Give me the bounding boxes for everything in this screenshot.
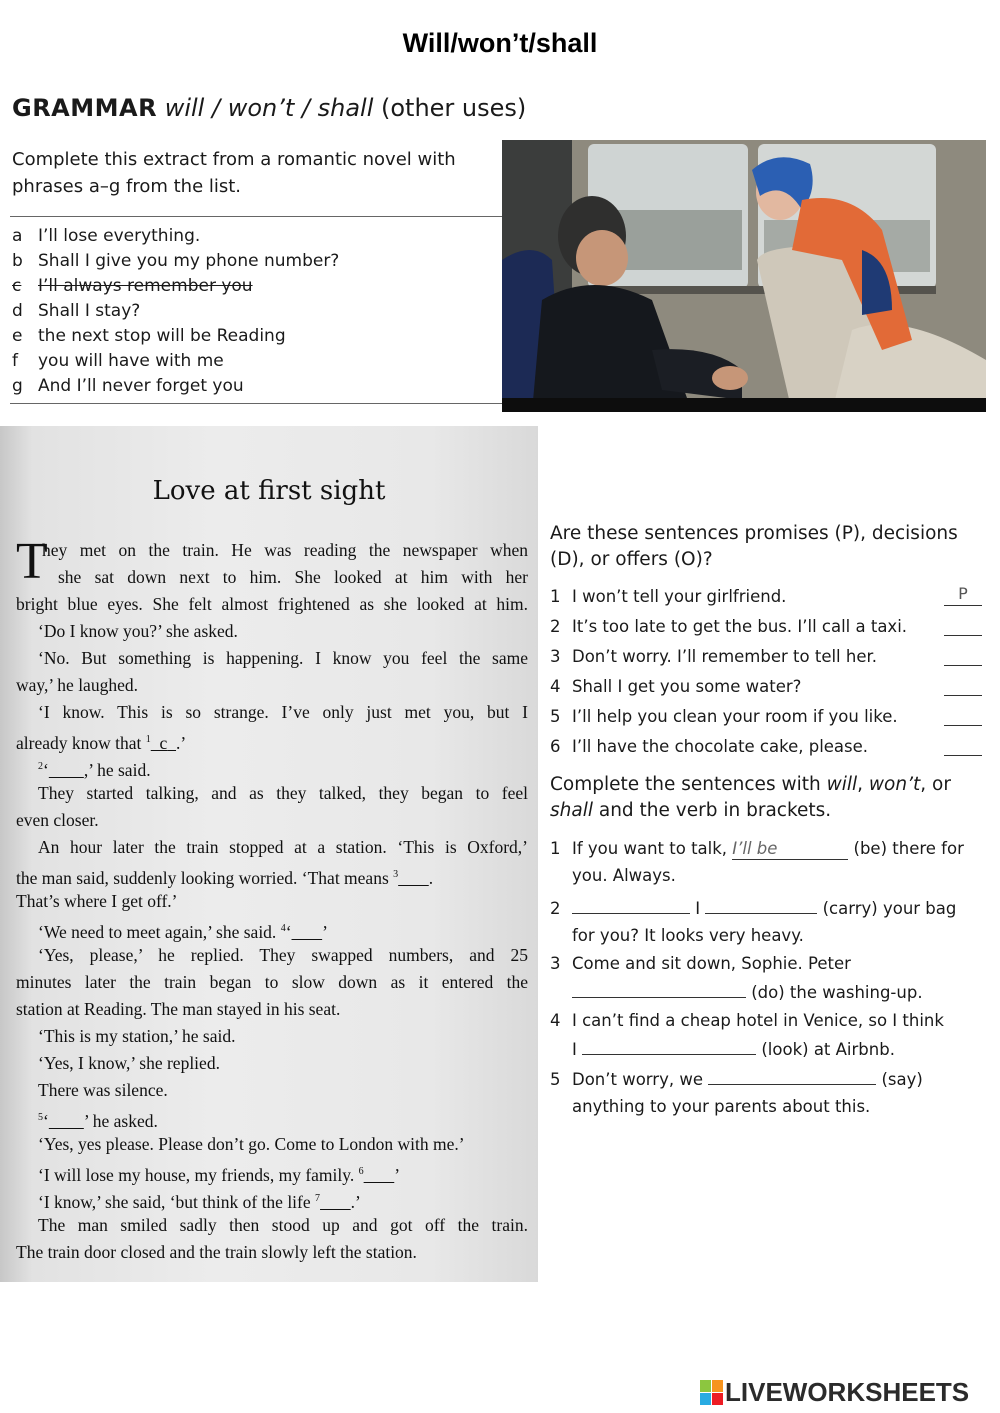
story-line: station at Reading. The man stayed in his seat. [16,999,341,1019]
story-line: $^2$‘ ,’ he said. [38,759,151,780]
heading-text: Complete the sentences with [550,774,827,795]
heading-keyword: won’t [868,774,921,795]
divider-top [10,216,502,217]
phrase-list [12,224,492,399]
exercise-2-item [550,893,982,949]
story-line: $^5$‘ ’ he asked. [38,1110,158,1131]
item-text: I can’t find a cheap hotel in Venice, so I think [572,1011,944,1030]
phrase-text: I’ll lose everything. [38,226,201,246]
grammar-heading [12,94,526,122]
item-text: (carry) your bag [817,899,957,918]
phrase-text: Shall I give you my phone number? [38,251,340,271]
story-line: They started talking, and as they talked, they began to feel [38,783,528,803]
phrase-letter: f [12,351,18,371]
item-text: If you want to talk, [572,839,733,858]
exercise-1-item [550,733,982,760]
item-text: I’ll help you clean your room if you like. [572,707,898,726]
gap-6-blank[interactable] [364,1165,395,1185]
story-text-fragment: ’ he said. [88,759,151,780]
exercise-2-heading: Complete the sentences with will, won’t, or shall and the verb in brackets. [550,774,951,821]
gap-5-blank[interactable] [49,1111,84,1131]
story-line: ‘I know,’ she said, ‘but think of the life $^7$ .’ [38,1191,361,1212]
gap-1-answer[interactable]: c [159,732,168,753]
story-line: the man said, suddenly looking worried. ‘That means $^3$ . [16,867,434,888]
story-line: hey met on the train. He was reading the newspaper when [42,540,528,560]
story-line: The train door closed and the train slowly left the station. [16,1242,417,1262]
item-text: I’ll have the chocolate cake, please. [572,737,869,756]
item-text: (say) [876,1070,923,1089]
story-text-fragment: ’ he asked. [83,1110,158,1131]
item-text: It’s too late to get the bus. I’ll call a taxi. [572,617,908,636]
phrase-item [12,224,492,249]
instruction-line: Complete this extract from a romantic novel with [12,149,456,170]
item-text: I won’t tell your girlfriend. [572,587,787,606]
phrase-letter: g [12,376,23,396]
answer-blank-5[interactable] [708,1064,876,1085]
story-line: ‘Yes, I know,’ she replied. [38,1053,220,1073]
answer-blank-2[interactable] [944,613,982,636]
exercise-1-heading-line: (D), or offers (O)? [550,549,713,570]
train-scene-image [502,140,986,412]
answer-blank-2a[interactable] [572,893,690,914]
grammar-topic: will / won’t / shall [164,94,374,122]
story-line: ‘This is my station,’ he said. [38,1026,236,1046]
gap-7-blank[interactable] [320,1192,351,1212]
exercise-1-heading-line: Are these sentences promises (P), decisions [550,523,958,544]
gap-4-blank[interactable] [292,922,323,942]
grammar-label: GRAMMAR [12,94,158,122]
exercise-1-heading [550,521,980,573]
story-title: Love at first sight [152,476,386,506]
item-text: Don’t worry. I’ll remember to tell her. [572,647,878,666]
gap-number: 3 [393,869,399,880]
item-text: I [572,1040,583,1059]
story-text-fragment: ‘I know,’ she said, ‘but think of the life [38,1191,311,1212]
exercise-1-item [550,643,982,670]
example-answer: I’ll be [732,839,848,860]
phrase-letter: d [12,301,23,321]
phrase-letter: c [12,276,22,296]
story-line: ‘Yes, yes please. Please don’t go. Come to London with me.’ [38,1134,465,1154]
heading-keyword: will [826,774,858,795]
item-text: Shall I get you some water? [572,677,802,696]
phrase-item [12,349,492,374]
story-line: ‘We need to meet again,’ she said. $^4$‘ ’ [38,921,328,942]
story-line: even closer. [16,810,99,830]
story-line: ‘Yes, please,’ he replied. They swapped numbers, and 25 [38,945,528,965]
phrase-item [12,249,492,274]
story-text-fragment: already know that [16,732,142,753]
heading-text: and the verb in brackets. [592,800,832,821]
story-text-fragment: the man said, suddenly looking worried. ‘That means [16,867,389,888]
divider-bottom [10,403,502,404]
grammar-note: (other uses) [381,94,527,122]
item-text: for you? It looks very heavy. [572,926,804,945]
instruction [12,146,502,200]
story-line: way,’ he laughed. [16,675,138,695]
item-number: 3 [550,647,561,666]
gap-number: 5 [38,1112,43,1123]
story-text [16,533,528,1266]
item-number: 1 [550,839,561,858]
phrase-item [12,374,492,399]
answer-blank-3[interactable] [944,643,982,666]
liveworksheets-logo-icon [700,1380,722,1404]
phrase-letter: b [12,251,23,271]
item-number: 6 [550,737,561,756]
item-text: (look) at Airbnb. [756,1040,895,1059]
item-number: 2 [550,899,561,918]
story-line: ‘Do I know you?’ she asked. [38,621,238,641]
item-number: 5 [550,1070,561,1089]
phrase-text: I’ll always remember you [38,276,253,296]
item-text: anything to your parents about this. [572,1097,871,1116]
story-line: ‘I know. This is so strange. I’ve only just met you, but I [38,702,528,722]
item-text: Don’t worry, we [572,1070,709,1089]
story-line: ‘I will lose my house, my friends, my family. $^6$ ’ [38,1164,401,1185]
logo-text: LIVEWORKSHEETS [725,1376,970,1407]
story-line: The man smiled sadly then stood up and got off the train. [38,1215,528,1235]
exercise-2-item [550,835,982,889]
gap-number: 4 [280,923,286,934]
exercise-2-item [550,1007,982,1063]
story-paragraph [16,533,528,591]
item-text: you. Always. [572,866,676,885]
answer-blank-2b[interactable] [705,893,817,914]
answer-blank-4[interactable] [582,1034,756,1055]
story-line: already know that $^1$ c .’ [16,732,187,753]
story-text-fragment: ‘I will lose my house, my friends, my family. [38,1164,355,1185]
answer-blank-5[interactable] [944,703,982,726]
story-line: An hour later the train stopped at a station. ‘This is Oxford,’ [38,837,528,857]
item-text: (do) the washing-up. [746,983,923,1002]
phrase-item-used [12,274,492,299]
exercise-1-item [550,703,982,730]
answer-blank-4[interactable] [944,673,982,696]
answer-blank-3[interactable] [572,977,746,998]
phrase-letter: a [12,226,23,246]
exercise-1-item [550,613,982,640]
story-line: bright blue eyes. She felt almost frightened as she looked at him. [16,594,528,614]
page-title: Will/won’t/shall [402,28,598,58]
gap-number: 7 [315,1193,321,1204]
phrase-text: you will have with me [38,351,224,371]
exercise-1-item [550,583,982,610]
item-text: (be) there for [848,839,964,858]
answer-blank-6[interactable] [944,733,982,756]
heading-keyword: shall [550,800,593,821]
story-line: That’s where I get off.’ [16,891,178,911]
item-number: 2 [550,617,561,636]
answer-blank-1[interactable]: P [944,583,982,606]
heading-text: , or [920,774,951,795]
gap-number: 1 [145,734,151,745]
story-line: minutes later the train began to slow down as it entered the [16,972,528,992]
item-number: 5 [550,707,561,726]
item-number: 4 [550,1011,561,1030]
item-number: 3 [550,954,561,973]
gap-3-blank[interactable] [398,868,429,888]
gap-number: 2 [38,761,43,772]
story-text-fragment: ‘We need to meet again,’ she said. [38,921,277,942]
phrase-text: the next stop will be Reading [38,326,286,346]
exercise-2-item [550,950,982,1006]
item-text: I [695,899,701,918]
liveworksheets-logo [700,1378,969,1406]
drop-cap: T [16,533,48,590]
story-line: There was silence. [38,1080,168,1100]
phrase-text: Shall I stay? [38,301,141,321]
train-photo [502,140,986,412]
item-number: 4 [550,677,561,696]
phrase-item [12,324,492,349]
story-line: she sat down next to him. She looked at him with her [58,567,528,587]
item-text: Come and sit down, Sophie. Peter [572,954,851,973]
exercise-1-item [550,673,982,700]
gap-number: 6 [358,1166,364,1177]
story-line: ‘No. But something is happening. I know you feel the same [38,648,528,668]
phrase-letter: e [12,326,23,346]
exercise-2-item [550,1064,982,1120]
phrase-text: And I’ll never forget you [38,376,244,396]
phrase-item [12,299,492,324]
gap-2-blank[interactable] [49,760,84,780]
instruction-line: phrases a–g from the list. [12,176,242,197]
item-number: 1 [550,587,561,606]
